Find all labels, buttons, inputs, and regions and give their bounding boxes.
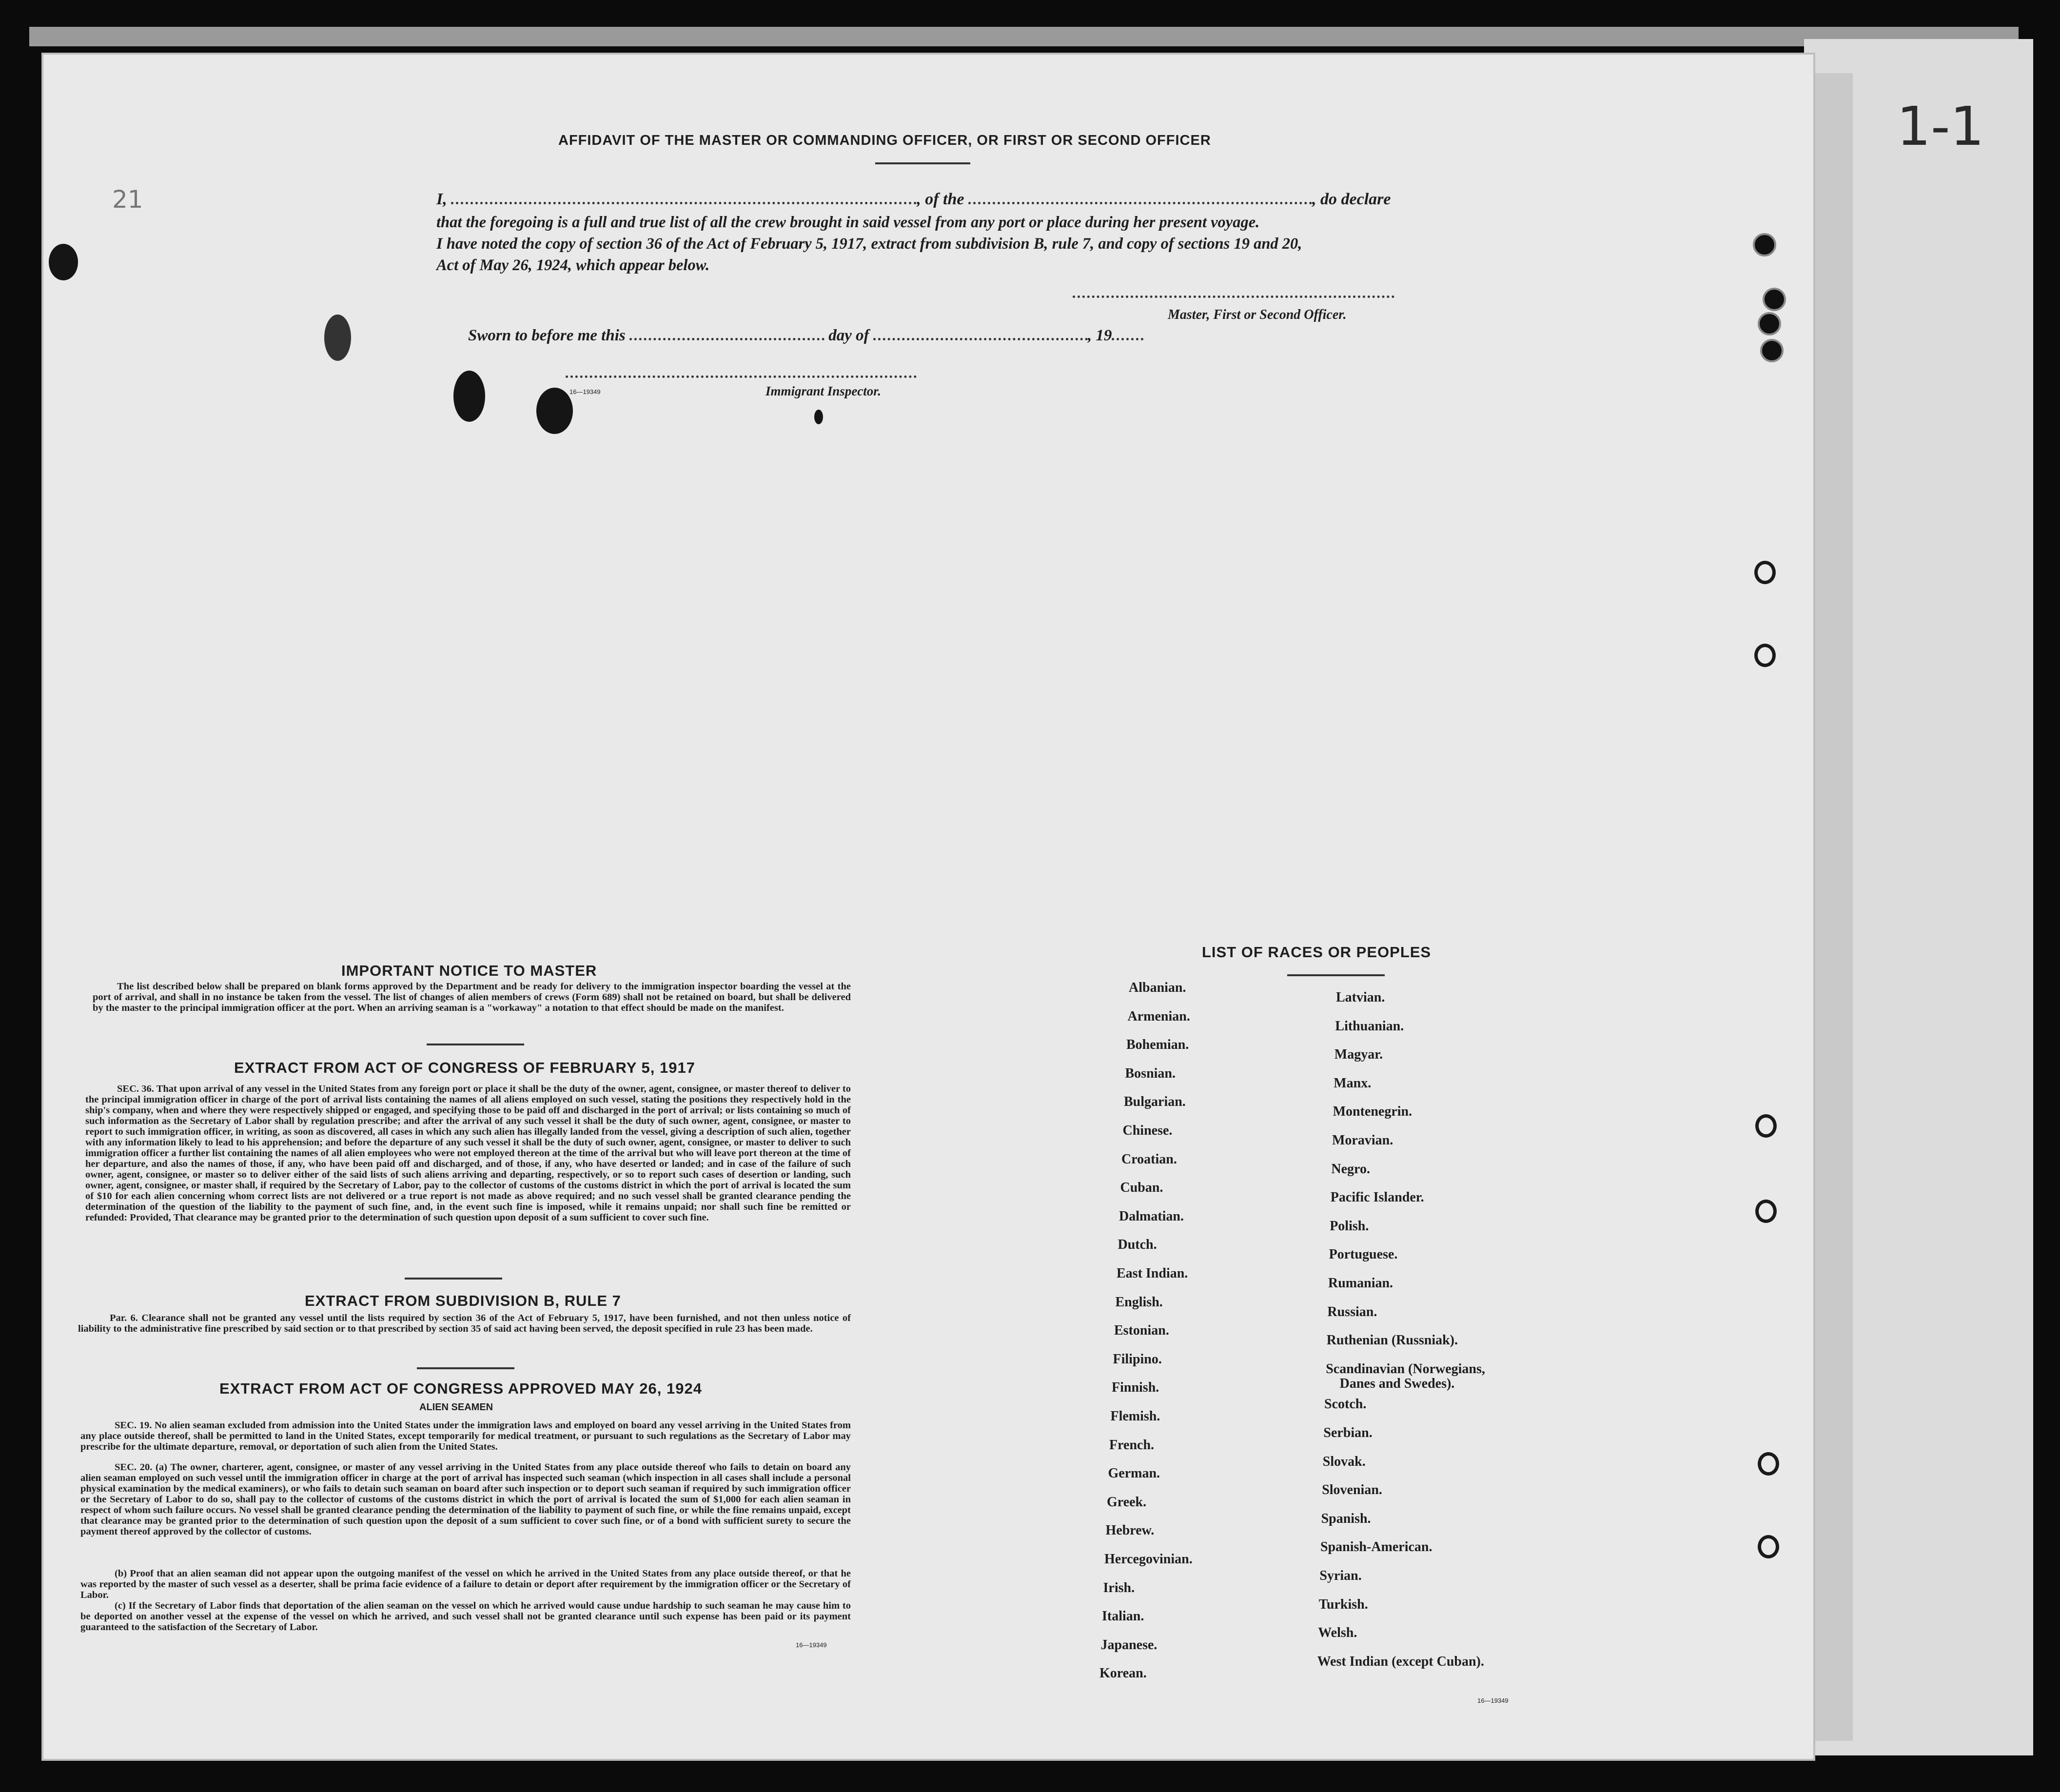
extract-1917-title: EXTRACT FROM ACT OF CONGRESS OF FEBRUARY 5, 1917 xyxy=(234,1059,695,1076)
vessel-field[interactable] xyxy=(968,202,1312,204)
race-item: English. xyxy=(1115,1294,1163,1310)
race-item: Lithuanian. xyxy=(1335,1018,1404,1034)
extract-1924-title: EXTRACT FROM ACT OF CONGRESS APPROVED MAY 26, 1924 xyxy=(219,1380,702,1397)
race-item: Armenian. xyxy=(1127,1008,1190,1024)
race-item: Bohemian. xyxy=(1126,1037,1189,1053)
binder-hole xyxy=(1755,1200,1777,1223)
name-field[interactable] xyxy=(451,202,917,204)
race-item: Negro. xyxy=(1331,1161,1370,1177)
sworn-label: Sworn to before me this xyxy=(468,327,626,344)
race-item: Moravian. xyxy=(1332,1133,1393,1148)
race-item: Danes and Swedes). xyxy=(1339,1376,1455,1391)
ink-blot xyxy=(814,410,823,424)
notice-title: IMPORTANT NOTICE TO MASTER xyxy=(341,962,597,979)
race-item: Scotch. xyxy=(1324,1397,1367,1412)
binder-hole xyxy=(1754,561,1776,584)
ink-blot xyxy=(536,388,573,434)
extract-1924-sec19: SEC. 19. No alien seaman excluded from admission into the United States under the immigration laws and employed on board any vessel arriving in the United States from any place outside thereof, shall be permitted to land in the United States, except temporarily for medical treatment, or pursuant to such regulations as the Secretary of Labor may prescribe for the ultimate departure, removal, or deportation of such alien from the United States. xyxy=(80,1420,851,1452)
race-item: Estonian. xyxy=(1114,1323,1169,1339)
races-title: LIST OF RACES OR PEOPLES xyxy=(1202,944,1432,961)
divider xyxy=(427,1044,524,1045)
signature-caption: Master, First or Second Officer. xyxy=(1168,307,1347,322)
binder-hole xyxy=(1755,1114,1777,1138)
extract-1924-subtitle: ALIEN SEAMEN xyxy=(419,1402,493,1413)
race-item: Welsh. xyxy=(1318,1625,1357,1641)
race-item: Croatian. xyxy=(1121,1151,1177,1167)
race-item: Irish. xyxy=(1103,1580,1135,1595)
race-item: Dutch. xyxy=(1118,1237,1157,1253)
sworn-year-field[interactable] xyxy=(1112,338,1143,340)
sworn-line xyxy=(468,327,1143,345)
extract-1924-sec20a: SEC. 20. (a) The owner, charterer, agent, consignee, or master of any vessel arriving in the United States from any place outside thereof who fails to detain on board any alien seaman employed on such vessel until the immigration officer in charge at the port of arrival has inspected such seaman (which inspection in all cases shall include a personal physical examination by the medical examiners), or who fails to detain such seaman on board after such inspection or to deport such seaman if required by such immigration officer or the Secretary of Labor to do so, shall pay to the collector of customs of the customs district in which the port of arrival is located the sum of $1,000 for each alien seaman in respect of whom such failure occurs. No vessel shall be granted clearance pending the determination of the liability to payment of such fine, or while the fine remains unpaid, except that clearance may be granted prior to the determination of such question upon the deposit of a sum sufficient to cover such fine, or of a bond with sufficient surety to secure the payment thereof approved by the collector of customs. xyxy=(80,1462,851,1537)
divider xyxy=(417,1367,514,1369)
race-item: Filipino. xyxy=(1113,1351,1162,1367)
sworn-month-field[interactable] xyxy=(873,338,1088,340)
extract-1924-sec20b: (b) Proof that an alien seaman did not appear upon the outgoing manifest of the vessel on which he arrived in the United States from any place outside thereof, or that he was reported by the master of such vessel as a deserter, shall be prima facie evidence of a failure to detain or deport after requirement by the immigration officer or the Secretary of Labor. xyxy=(80,1568,851,1600)
race-item: Syrian. xyxy=(1319,1568,1362,1583)
binder-hole xyxy=(1754,644,1776,667)
binder-hole xyxy=(1758,1452,1779,1476)
affidavit-of-the: , of the xyxy=(917,190,964,208)
signature-field[interactable] xyxy=(1073,295,1394,298)
binder-hole xyxy=(1763,288,1786,311)
handwritten-page-mark: 1-1 xyxy=(1897,95,1984,158)
divider xyxy=(405,1278,502,1280)
race-item: Japanese. xyxy=(1100,1637,1158,1653)
sworn-day-field[interactable] xyxy=(629,338,824,340)
race-item: Spanish. xyxy=(1321,1511,1371,1526)
race-item: Rumanian. xyxy=(1328,1276,1393,1291)
ink-blot xyxy=(324,315,351,361)
affidavit-line-2: that the foregoing is a full and true list of all the crew brought in said vessel from any port or place during her present voyage. xyxy=(436,214,1260,231)
binder-hole xyxy=(1753,233,1776,256)
ink-blot xyxy=(453,371,485,422)
notice-text: The list described below shall be prepared on blank forms approved by the Department and be ready for delivery to the immigration inspector boarding the vessel at the port of arrival, and shall in no instance be taken from the vessel. The list of changes of alien members of crews (Form 689) shall not be retained on board, but shall be delivered by the master to the principal immigration officer at the port. When an arriving seaman is a "workaway" a notation to that effect should be made on the manifest. xyxy=(93,981,851,1013)
race-item: Hercegovinian. xyxy=(1104,1552,1193,1567)
extract-1917-text: SEC. 36. That upon arrival of any vessel in the United States from any foreign port or place it shall be the duty of the owner, agent, consignee, or master thereof to deliver to the principal immigration officer in charge of the port of arrival lists containing the names of all aliens employed on such vessel, stating the positions they respectively hold in the ship's company, when and where they were respectively shipped or engaged, and specifying those to be paid off and discharged in the port of arrival; or lists containing so much of such information as the Secretary of Labor shall by regulation prescribe; and after the arrival of any such vessel it shall be the duty of such owner, agent, consignee, or master to report to such immigration officer, in writing, as soon as discovered, all cases in which any such alien has illegally landed from the vessel, giving a description of such alien, together with any information likely to lead to his apprehension; and before the departure of any such vessel it shall be the duty of such owner, agent, consignee, or master to deliver to such immigration officer a further list containing the names of all alien employees who were not employed thereon at the time of the arrival but who will leave port thereon at the time of her departure, and also the names of those, if any, who have been paid off and discharged, and of those, if any, who have deserted or landed; and in case of the failure of such owner, agent, consignee, or master so to deliver either of the said lists of such aliens arriving and departing, respectively, or so to report such cases of desertion or landing, such owner, agent, consignee, or master shall, if required by the Secretary of Labor, pay to the collector of customs of the customs district in which the port of arrival is located the sum of $10 for each alien concerning whom correct lists are not delivered or a true report is not made as above required; and no such vessel shall be granted clearance pending the determination of the question of the liability to the payment of such fine, and, in the event such fine is imposed, while it remains unpaid; nor shall such fine be remitted or refunded: Provided, That clearance may be granted prior to the determination of such question upon deposit of a sum sufficient to cover such fine. xyxy=(85,1083,851,1223)
race-item: Albanian. xyxy=(1129,980,1186,995)
race-item: Turkish. xyxy=(1318,1596,1368,1612)
race-item: Greek. xyxy=(1107,1494,1147,1510)
race-item: Bulgarian. xyxy=(1124,1094,1186,1110)
race-item: Magyar. xyxy=(1334,1047,1383,1063)
race-item: Russian. xyxy=(1327,1304,1377,1319)
subdivision-b-title: EXTRACT FROM SUBDIVISION B, RULE 7 xyxy=(305,1292,621,1309)
underlying-page-strip xyxy=(1814,73,1853,1741)
inspector-caption: Immigrant Inspector. xyxy=(765,384,882,398)
inspector-signature-field[interactable] xyxy=(566,375,917,378)
year-label: , 19 xyxy=(1087,327,1112,344)
affidavit-line-1 xyxy=(436,190,1391,209)
race-item: Pacific Islander. xyxy=(1330,1190,1424,1205)
race-item: Ruthenian (Russniak). xyxy=(1326,1333,1458,1348)
binder-hole xyxy=(1760,339,1784,362)
race-item: Finnish. xyxy=(1112,1380,1159,1396)
race-item: Manx. xyxy=(1334,1075,1372,1091)
affidavit-line-4: Act of May 26, 1924, which appear below. xyxy=(436,256,710,274)
divider xyxy=(1287,974,1385,976)
race-item: Dalmatian. xyxy=(1119,1208,1184,1224)
race-item: Bosnian. xyxy=(1125,1065,1176,1081)
race-item: Scandinavian (Norwegians, xyxy=(1326,1361,1485,1377)
race-item: Montenegrin. xyxy=(1333,1104,1413,1120)
race-item: French. xyxy=(1109,1437,1155,1453)
binder-hole xyxy=(1758,312,1781,335)
race-item: Slovak. xyxy=(1322,1454,1366,1469)
race-item: Spanish-American. xyxy=(1320,1539,1432,1555)
extract-form-number: 16—19349 xyxy=(796,1641,827,1649)
race-item: Hebrew. xyxy=(1105,1523,1155,1538)
race-item: West Indian (except Cuban). xyxy=(1317,1654,1484,1669)
race-item: East Indian. xyxy=(1117,1266,1188,1281)
day-of-label: day of xyxy=(828,327,869,344)
binder-hole xyxy=(1758,1535,1779,1558)
race-item: Flemish. xyxy=(1110,1409,1160,1424)
race-item: Latvian. xyxy=(1336,990,1385,1005)
handwritten-margin-number: 21 xyxy=(112,185,143,214)
race-item: Polish. xyxy=(1330,1218,1369,1234)
affidavit-line-3: I have noted the copy of section 36 of the Act of February 5, 1917, extract from subdivision B, rule 7, and copy of sections 19 and 20, xyxy=(436,235,1302,253)
divider xyxy=(875,162,970,164)
affidavit-i: I, xyxy=(436,190,447,208)
ink-blot xyxy=(49,244,78,280)
back-page-top-edge xyxy=(29,27,2019,46)
race-item: Italian. xyxy=(1102,1609,1144,1624)
race-item: Chinese. xyxy=(1122,1123,1173,1138)
race-item: Serbian. xyxy=(1323,1425,1373,1440)
race-item: Cuban. xyxy=(1120,1180,1163,1196)
race-item: Portuguese. xyxy=(1329,1247,1398,1262)
affidavit-do-declare: , do declare xyxy=(1312,190,1391,208)
affidavit-title: AFFIDAVIT OF THE MASTER OR COMMANDING OFFICER, OR FIRST OR SECOND OFFICER xyxy=(558,133,1211,148)
affidavit-form-number: 16—19349 xyxy=(569,388,601,395)
extract-1924-sec20c: (c) If the Secretary of Labor finds that deportation of the alien seaman on the vessel on which he arrived would cause undue hardship to such seaman he may cause him to be deported on another vessel at the expense of the vessel on which he arrived, and such vessel shall not be granted clearance until such expense has been paid or its payment guaranteed to the satisfaction of the Secretary of Labor. xyxy=(80,1600,851,1633)
race-item: Korean. xyxy=(1099,1666,1147,1681)
race-item: Slovenian. xyxy=(1322,1482,1382,1498)
subdivision-b-text: Par. 6. Clearance shall not be granted any vessel until the lists required by section 36 of the Act of February 5, 1917, have been furnished, and not then unless notice of liability to the administrative fine prescribed by said section or to that prescribed by section 35 of said act having been served, the deposit specified in rule 23 has been made. xyxy=(78,1313,851,1334)
race-item: German. xyxy=(1108,1466,1160,1481)
races-form-number: 16—19349 xyxy=(1477,1697,1509,1704)
